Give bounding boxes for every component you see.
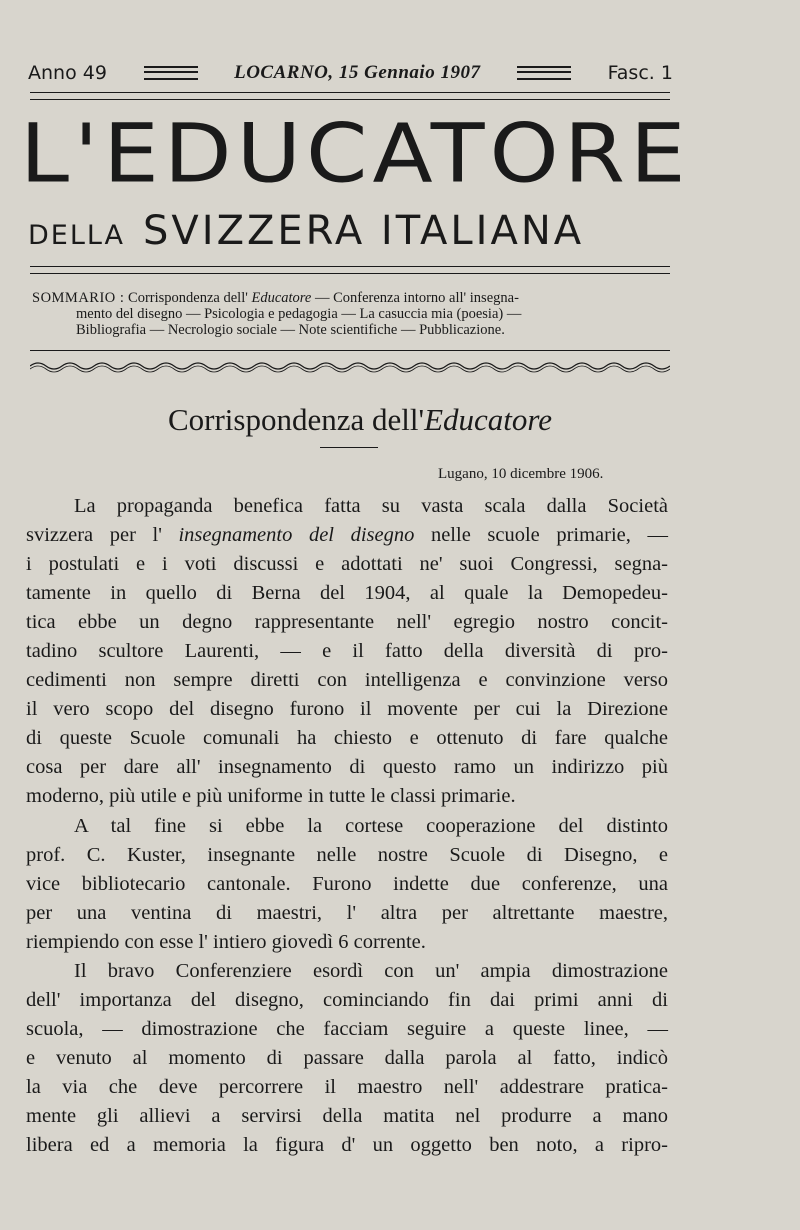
article-title-main: Corrispondenza dell' <box>167 402 425 437</box>
body-line: tamente in quello di Berna del 1904, al quale la Demopedeu- <box>26 582 668 605</box>
body-line: di queste Scuole comunali ha chiesto e ottenuto di fare qualche <box>26 727 668 750</box>
body-line: i postulati e i voti discussi e adottati ne' suoi Congressi, segna- <box>26 553 668 576</box>
sommario-rule <box>30 350 670 351</box>
table-of-contents <box>32 290 672 338</box>
ornamental-rule-right <box>517 66 571 80</box>
body-line: riempiendo con esse l' intiero giovedì 6 corrente. <box>26 930 426 953</box>
body-line: prof. C. Kuster, insegnante nelle nostre Scuole di Disegno, e <box>26 843 668 866</box>
sommario-line-2: mento del disegno — Psicologia e pedagogia — La casuccia mia (poesia) — <box>76 306 522 322</box>
masthead-double-rule <box>30 266 670 274</box>
issue-year: Anno 49 <box>28 62 107 84</box>
dateline: Lugano, 10 dicembre 1906. <box>438 466 604 482</box>
body-line: e venuto al momento di passare dalla parola al fatto, indicò <box>26 1046 668 1069</box>
body-line: cedimenti non sempre diretti con intelligenza e convinzione verso <box>26 669 668 692</box>
body-line: svizzera per l' insegnamento del disegno nelle scuole primarie, — <box>26 524 668 547</box>
body-line: mente gli allievi a servirsi della matita nel produrre a mano <box>26 1104 668 1127</box>
ornamental-rule-left <box>144 66 198 80</box>
body-line: vice bibliotecario cantonale. Furono indette due conferenze, una <box>26 872 668 895</box>
sommario-line-3: Bibliografia — Necrologio sociale — Note scientifiche — Pubblicazione. <box>76 322 505 338</box>
masthead-subtitle-della: DELLA <box>28 220 126 251</box>
italic-word: Educatore <box>251 290 312 306</box>
body-line: per una ventina di maestri, l' altra per altrettante maestre, <box>26 901 668 924</box>
masthead-title: L'EDUCATORE <box>20 106 691 201</box>
article-body <box>26 492 668 1160</box>
issue-header <box>28 56 673 90</box>
title-underline <box>320 447 378 448</box>
body-line: libera ed a memoria la figura d' un oggetto ben noto, a ripro- <box>26 1134 668 1157</box>
article-title-italic: Educatore <box>424 402 553 437</box>
masthead-subtitle <box>28 208 678 254</box>
place-and-date: LOCARNO, 15 Gennaio 1907 <box>234 62 481 83</box>
wavy-ornament <box>30 358 670 374</box>
italic-phrase: insegnamento del disegno <box>178 524 415 547</box>
sommario-line-1: Corrispondenza dell' Educatore — Conferenza intorno all' insegna- <box>128 290 519 306</box>
issue-number: Fasc. 1 <box>607 62 673 84</box>
body-line: dell' importanza del disegno, cominciando fin dai primi anni di <box>26 988 668 1011</box>
body-line: scuola, — dimostrazione che facciam seguire a queste linee, — <box>26 1017 668 1040</box>
body-line: A tal fine si ebbe la cortese cooperazione del distinto <box>74 814 668 837</box>
sommario-label: SOMMARIO : <box>32 290 125 306</box>
body-line: la via che deve percorrere il maestro nell' addestrare pratica- <box>26 1075 668 1098</box>
body-line: il vero scopo del disegno furono il movente per cui la Direzione <box>26 698 668 721</box>
body-line: moderno, più utile e più uniforme in tutte le classi primarie. <box>26 785 516 808</box>
body-line: tadino scultore Laurenti, — e il fatto della diversità di pro- <box>26 640 668 663</box>
header-double-rule <box>30 92 670 100</box>
body-line: cosa per dare all' insegnamento di questo ramo un indirizzo più <box>26 756 668 779</box>
body-line: tica ebbe un degno rappresentante nell' egregio nostro concit- <box>26 611 668 634</box>
article-title <box>20 395 700 445</box>
body-line: Il bravo Conferenziere esordì con un' ampia dimostrazione <box>74 959 668 982</box>
masthead-subtitle-main: SVIZZERA ITALIANA <box>143 208 585 254</box>
body-line: La propaganda benefica fatta su vasta scala dalla Società <box>74 495 668 517</box>
